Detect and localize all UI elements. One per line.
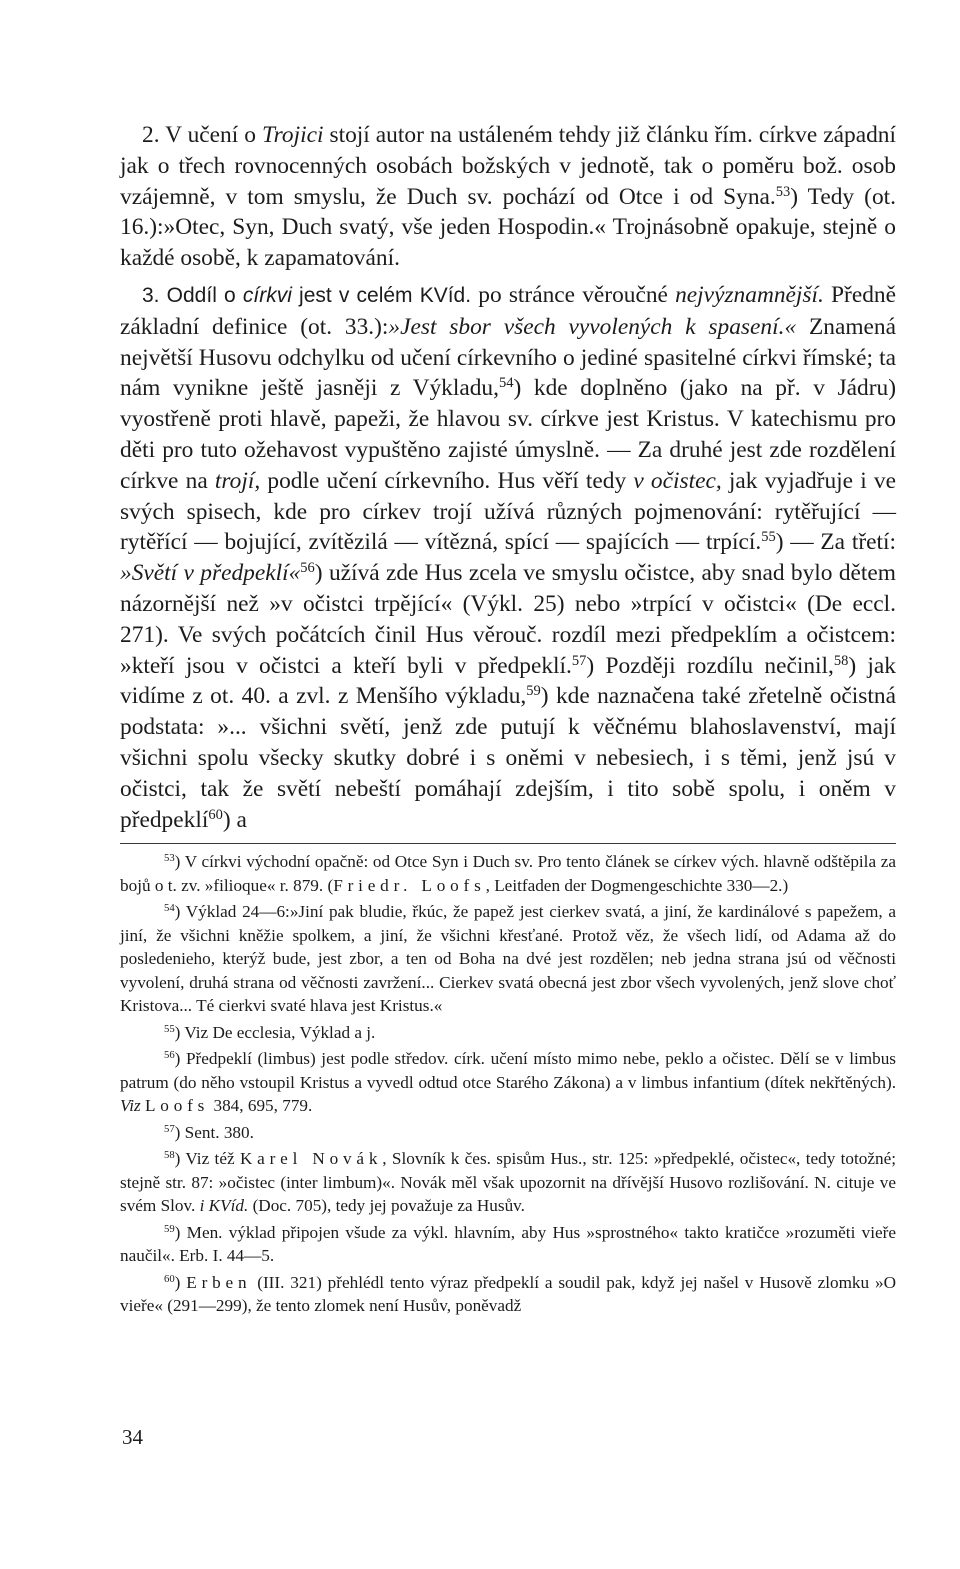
text-run: ) kde doplněno (jako na př. v Jádru) vyostřeně proti hlavě, papeži, že hlavou sv. církve jest Kristus. V katechismu pro děti pro tuto ožehavost vypuštěno zajisté úmyslně. — Za druhé jest zde rozdělení církve na: [120, 375, 897, 494]
footnote-ref: 57: [571, 652, 587, 669]
page-number: 34: [122, 1425, 143, 1449]
text-run: ) kde naznačena také zřetelně očistná podstata: »... všichni světí, jenž zde putují k věčnému blahoslavenství, mají všichni spolu všecky skutky dobré i s oněmi v nebesiech, i s těmi, jenž jsú v očistci, tak že světí nebeští pomáhají zdejším, i tito sobě spolu, i oněm v předpeklí: [120, 683, 896, 833]
footnote-divider: [120, 843, 896, 844]
footnote-number: 59: [164, 1223, 175, 1235]
footnote-text: (III. 321) přehlédl tento výraz předpeklí a soudil pak, když jej našel v Husově zlomku »O vieře« (291—299), že tento zlomek není Husův, poněvadž: [120, 1272, 896, 1315]
footnote-55: [120, 1021, 896, 1045]
footnote-number: 56: [164, 1050, 175, 1062]
text-run: 2. V učení o: [142, 122, 262, 148]
author-name: Loofs: [144, 1096, 210, 1115]
text-run: ) a: [222, 806, 247, 833]
footnote-text: 384, 695, 779.: [209, 1096, 313, 1115]
footnote-59: [120, 1221, 896, 1268]
footnote-text: ) Men. výklad připojen všude za výkl. hlavním, aby Hus »sprostného« takto kratičce »rozuměti vieře naučil«. Erb. I. 44—5.: [120, 1222, 896, 1265]
paragraph-church: [120, 280, 896, 835]
footnote-number: 54: [164, 903, 175, 915]
emphasis: »Světí v předpeklí«: [120, 560, 301, 587]
footnote-text: ) V církvi východní opačně: od Otce Syn i Duch sv. Pro tento článek se církev vých. hlavně odštěpila za bojů o t. zv. »filioque« r. 879. (: [120, 852, 896, 895]
footnote-text: (Doc. 705), tedy jej považuje za Husův.: [248, 1196, 525, 1215]
paragraph-trinity: [120, 120, 896, 274]
main-text: [120, 120, 896, 835]
footnote-text: , Leitfaden der Dogmengeschichte 330—2.): [485, 875, 789, 895]
emphasis: »Jest sbor všech vyvolených k spasení.«: [388, 313, 797, 340]
text-run: jak vyjadřuje i ve svých spisech, kde pro církev trojí užívá různých pojmenování: rytěřující — rytěřící — bojující, zvítězilá — vítězná, spící — spajících — trpící.: [120, 467, 896, 556]
footnote-number: 53: [164, 853, 175, 865]
footnote-ref: 60: [208, 806, 223, 823]
footnote-58: [120, 1147, 896, 1218]
author-name: Karel Novák: [239, 1149, 383, 1168]
footnote-text: ) Sent. 380.: [174, 1122, 254, 1142]
footnote-text: ) Viz též: [174, 1149, 240, 1168]
footnote-text: ) Viz De ecclesia, Výklad a j.: [174, 1022, 376, 1042]
footnote-56: [120, 1047, 896, 1118]
author-name: Friedr. Loofs: [333, 875, 486, 895]
emphasis: nejvýznamnější.: [675, 281, 824, 308]
emphasis: v očistec,: [633, 467, 722, 494]
footnote-number: 58: [164, 1150, 175, 1162]
footnote-ref: 55: [761, 529, 776, 546]
text-run: podle učení církevního. Hus věří tedy: [260, 467, 634, 494]
footnote-ref: 56: [300, 560, 315, 577]
text-run: ) jak vidíme z ot. 40. a zvl. z Menšího výkladu,: [120, 652, 896, 710]
text-run: ) — Za třetí:: [775, 529, 896, 556]
footnotes: [120, 850, 896, 1321]
emphasis: Trojici: [261, 122, 324, 148]
text-run: Předně základní definice (ot. 33.):: [120, 281, 896, 340]
footnote-text: ) Předpeklí (limbus) jest podle středov. círk. učení místo mimo nebe, peklo a očistec. Dělí se v limbus patrum (do něho vstoupil Kristus a vyvedl odtud otce Starého Zákona) a v limbus infantium (dítek nekřtěných).: [120, 1049, 896, 1092]
footnote-ref: 58: [833, 652, 849, 669]
footnote-57: [120, 1121, 896, 1145]
footnote-ref: 54: [498, 375, 514, 392]
footnote-60: $^{60}$) Erben (III. 321) přehlédl tento výraz předpeklí a soudil pak, když jej našel v Husově zlomku »O vieře« (291—299), že tento zlomek není Husův, poněvadž: [120, 1272, 896, 1315]
footnote-53: [120, 850, 896, 897]
footnote-text: ) Výklad 24—6:»Jiní pak bludie, řkúc, že papež jest cierkev svatá, a jiní, že kardinálové s papežem, a jiní, že všichni kněžie spolkem, a jiní, že všichni křesťané. Protož věz, že všech lidí, od Adama až do posledenieho, kterýž bude, jest zbor, a ten od Boha na dvé jest rozdělen; neb jedna strana jsú od věčnosti vyvolení, druhá strana od věčnosti zavržení... Cierkev svatá obecná jest zbor všech vyvolených, jenž slove choť Kristova... Té cierkvi svaté hlava jest Kristus.«: [120, 902, 896, 1015]
author-name: Erben: [186, 1272, 252, 1292]
section-heading: 3. Oddíl o: [142, 283, 243, 307]
footnote-number: 57: [164, 1123, 175, 1135]
section-heading-emphasis: církvi: [242, 283, 292, 307]
text-run: Znamená největší Husovu odchylku od učení církevního o jediné spasitelné církvi římské; ta nám vynikne ještě jasněji z Výkladu,: [120, 313, 896, 402]
emphasis: trojí,: [214, 467, 261, 494]
text-run: ) užívá zde Hus zcela ve smyslu očistce, aby snad bylo dětem názornější než »v očistci trpějící« (Výkl. 25) nebo »trpící v očistci« (De eccl. 271). Ve svých počátcích činil Hus věrouč. rozdíl mezi předpeklím a očistcem: »kteří jsou v očistci a kteří byli v předpeklí.: [120, 560, 896, 679]
footnote-text: , Slovník k čes. spisům Hus., str. 125: »předpeklé, očistec«, tedy totožné; stejně str. 87: »očistec (inter limbum)«. Novák měl však upozornit na dřívější Husovo rozlišování. N. cituje ve svém Slov.: [120, 1149, 897, 1215]
footnote-number: 55: [164, 1023, 175, 1035]
emphasis: Viz: [120, 1096, 141, 1115]
text-run: stojí autor na ustáleném tehdy již článku řím. církve západní jak o třech rovnocenných osobách božských v jednotě, tak o poměru bož. osob vzájemně, v tom smyslu, že Duch sv. pochází od Otce i od Syna.: [120, 122, 896, 210]
emphasis: i KVíd.: [199, 1196, 249, 1215]
section-heading: jest v celém KVíd.: [291, 283, 472, 307]
text-run: po stránce věroučné: [471, 281, 676, 308]
text-run: ) Později rozdílu nečinil,: [586, 652, 834, 679]
footnote-number: 60: [164, 1273, 175, 1285]
text-run: ) Tedy (ot. 16.):»Otec, Syn, Duch svatý, vše jeden Hospodin.« Trojnásobně opakuje, stejně o každé osobě, k zapamatování.: [120, 183, 896, 272]
footnote-ref: 53: [775, 183, 791, 200]
footnote-54: [120, 900, 896, 1018]
footnote-ref: 59: [526, 683, 541, 700]
